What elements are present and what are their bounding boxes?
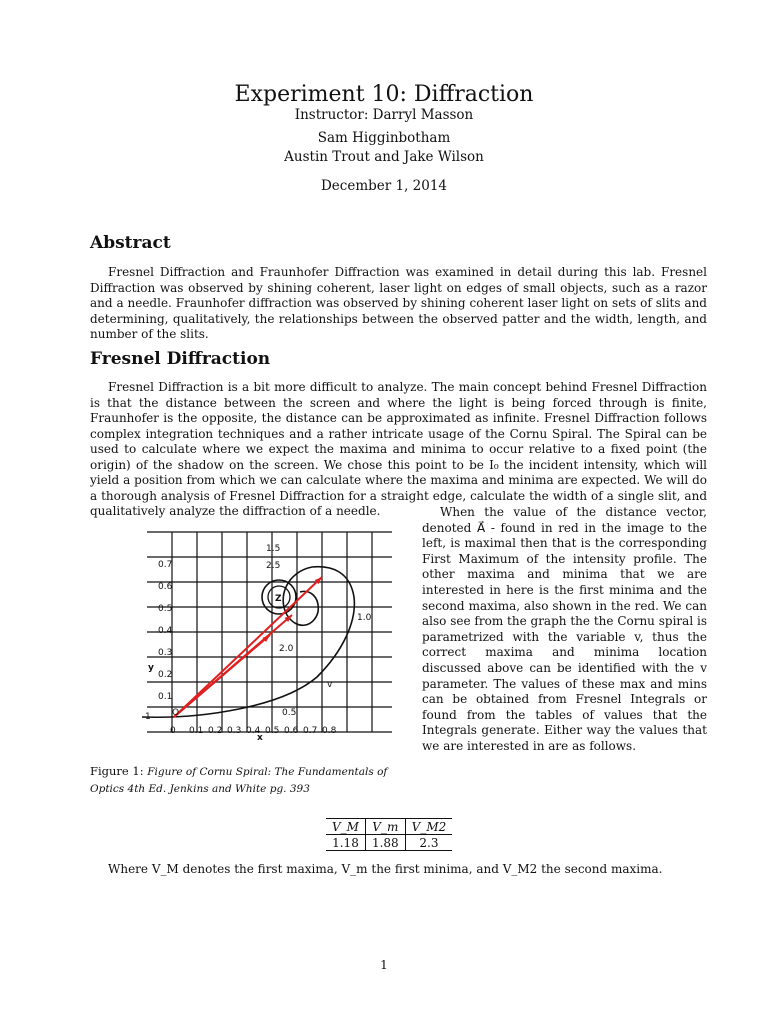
- author-line-1: Sam Higginbotham: [317, 130, 451, 146]
- fresnel-heading: Fresnel Diffraction: [90, 349, 271, 369]
- table-value-vm2: 2.3: [405, 835, 452, 851]
- caption-text: Figure of Cornu Spiral: The Fundamentals of Optics 4th Ed. Jenkins and White pg. 393: [90, 766, 388, 795]
- origin-label: O: [172, 708, 180, 718]
- instructor-line: Instructor: Darryl Masson: [294, 107, 474, 123]
- y-tick-label: 0.1: [158, 692, 173, 702]
- x-tick-label: 0.4: [246, 726, 261, 736]
- distance-vector-arrow: [174, 577, 322, 717]
- y-tick-label: 0.6: [158, 582, 173, 592]
- x-tick-label: 0.6: [284, 726, 299, 736]
- values-table: [326, 818, 452, 851]
- cornu-spiral-figure: [142, 527, 394, 744]
- left-tick-label: 1: [145, 712, 151, 722]
- curve-label-1-5: 1.5: [266, 544, 281, 554]
- abstract-paragraph: Fresnel Diffraction and Fraunhofer Diffraction was examined in detail during this lab. Fresnel Diffraction was observed by shining coherent, laser light on edges of small objects, such as a razor and a needle. Fraunhofer diffraction was observed by shining coherent laser light on sets of slits and determining, qualitatively, the relationships between the observed patter and the width, length, and number of the slits.: [90, 265, 707, 341]
- fresnel-right-column: When the value of the distance vector, denoted A⃗ - found in red in the image to the left, is maximal then that is the corresponding First Maximum of the intensity profile. The other maxima and minima that we are interested in here is the first minima and the second maxima, also shown in the red. We can also see from the graph the the Cornu spiral is parametrized with the variable v, thus the correct maxima and minima location discussed above can be identified with the v parameter. The values of these max and mins can be obtained from Fresnel Integrals or found from the tables of values that the Integrals generate. Either way the values that we are interested in are as follows.: [422, 505, 707, 753]
- table-value-vmin: 1.88: [365, 835, 405, 851]
- curve-label-z: Z: [275, 594, 282, 604]
- y-tick-label: 0.7: [158, 560, 173, 570]
- abstract-heading: Abstract: [90, 233, 171, 253]
- curve-label-1-0: 1.0: [357, 613, 372, 623]
- x-tick-label: 0: [170, 726, 176, 736]
- table-value-vm: 1.18: [326, 835, 365, 851]
- paper-title: Experiment 10: Diffraction: [234, 82, 534, 107]
- fresnel-paragraph: Fresnel Diffraction is a bit more difficult to analyze. The main concept behind Fresnel Diffraction is that the distance between the screen and where the light is being forced through is finite, Fraunhofer is the opposite, the distance can be approximated as infinite. Fresnel Diffraction follows complex integration techniques and a rather intricate usage of the Cornu Spiral. The Spiral can be used to calculate where we expect the maxima and minima to occur relative to a fixed point (the origin) of the shadow on the screen. We chose this point to be I₀ the incident intensity, which will yield a position from which we can calculate where the maxima and minima are expected. We will do a thorough analysis of Fresnel Diffraction for a straight edge, calculate the width of a single slit, and qualitatively analyze the diffraction of a needle.: [90, 380, 707, 518]
- caption-prefix: Figure 1:: [90, 764, 144, 778]
- y-tick-label: 0.5: [158, 604, 173, 614]
- figure-caption: [90, 763, 420, 797]
- y-axis-label: y: [148, 663, 154, 673]
- curve-label-0-5: 0.5: [282, 708, 297, 718]
- curve-label-2-0: 2.0: [279, 644, 294, 654]
- curve-label-2-5: 2.5: [266, 561, 281, 571]
- x-tick-label: 0.8: [322, 726, 337, 736]
- table-header-vmin: V_m: [365, 819, 405, 835]
- x-axis-label: x: [257, 733, 263, 743]
- table-header-vm2: V_M2: [405, 819, 452, 835]
- where-sentence: Where V_M denotes the first maxima, V_m the first minima, and V_M2 the second maxima.: [108, 862, 663, 876]
- x-tick-label: 0.1: [189, 726, 204, 736]
- distance-vectors: [174, 577, 322, 717]
- x-tick-label: 0.7: [303, 726, 318, 736]
- y-tick-label: 0.4: [158, 626, 173, 636]
- distance-vector-arrow: [174, 615, 292, 717]
- x-tick-label: 0.2: [208, 726, 223, 736]
- y-tick-label: 0.3: [158, 648, 173, 658]
- y-tick-label: 0.2: [158, 670, 173, 680]
- table-header-vm: V_M: [326, 819, 365, 835]
- curve-label-v: v: [327, 680, 333, 690]
- x-tick-label: 0.5: [265, 726, 280, 736]
- author-line-2: Austin Trout and Jake Wilson: [284, 149, 484, 165]
- paper-date: December 1, 2014: [320, 178, 448, 194]
- page-number: 1: [380, 958, 388, 972]
- x-tick-label: 0.3: [227, 726, 242, 736]
